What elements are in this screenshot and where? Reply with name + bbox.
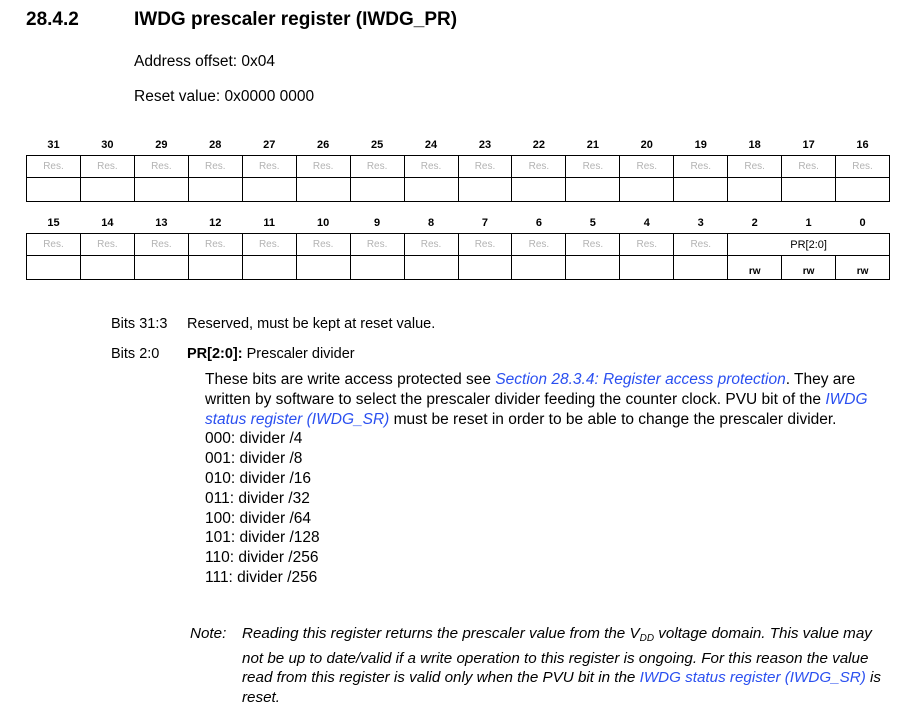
link-register-access-protection[interactable]: Section 28.3.4: Register access protection [495, 371, 786, 388]
access-cell [404, 178, 458, 202]
bit-number: 25 [370, 139, 384, 151]
divider-option: 000: divider /4 [205, 430, 303, 448]
access-cell [188, 256, 242, 280]
pr-description-text [205, 370, 895, 429]
divider-option: 100: divider /64 [205, 509, 311, 527]
bit-number: 13 [155, 217, 168, 229]
access-cell-rw: rw [782, 256, 836, 280]
desc-text-3: must be reset in order to be able to change the prescaler divider. [389, 410, 837, 428]
bit-number: 11 [263, 217, 276, 229]
section-title: IWDG prescaler register (IWDG_PR) [134, 9, 458, 30]
access-cell [620, 178, 674, 202]
bit-number: 7 [481, 217, 489, 229]
reserved-cell: Res. [80, 156, 134, 178]
access-cell [674, 256, 728, 280]
field-name: PR[2:0]: [187, 346, 243, 362]
reserved-cell: Res. [296, 156, 350, 178]
bits-label: Bits 2:0 [111, 346, 160, 362]
access-cell [674, 178, 728, 202]
access-cell [242, 178, 296, 202]
access-cell-rw: rw [728, 256, 782, 280]
reserved-cell: Res. [620, 234, 674, 256]
reserved-cell: Res. [512, 234, 566, 256]
bit-number: 24 [424, 139, 438, 151]
section-heading [26, 9, 457, 31]
divider-option: 011: divider /32 [205, 489, 310, 507]
bit-number: 29 [155, 139, 168, 151]
access-cell [134, 178, 188, 202]
access-cell [242, 256, 296, 280]
reserved-cell: Res. [458, 234, 512, 256]
reserved-cell: Res. [836, 156, 890, 178]
access-cell [458, 256, 512, 280]
bits-text: Reserved, must be kept at reset value. [187, 316, 436, 332]
bit-number-row [27, 135, 890, 156]
bit-number: 30 [101, 139, 114, 151]
bit-number: 14 [101, 217, 114, 229]
reserved-cell: Res. [620, 156, 674, 178]
field-row [27, 234, 890, 256]
bit-number: 15 [47, 217, 60, 229]
access-cell [458, 178, 512, 202]
bit-number: 20 [640, 139, 653, 151]
access-cell [728, 178, 782, 202]
bits-reserved [111, 316, 435, 332]
bit-number: 6 [535, 217, 542, 229]
note-text-3: is reset. [242, 669, 881, 706]
access-cell [296, 178, 350, 202]
reserved-cell: Res. [80, 234, 134, 256]
bit-number-row [27, 213, 890, 234]
access-cell [512, 256, 566, 280]
access-cell [350, 178, 404, 202]
register-map-upper [26, 135, 890, 202]
pr-description [205, 370, 895, 588]
bits-label: Bits 31:3 [111, 316, 168, 332]
desc-text-2: . They are written by software to select the prescaler divider feeding the counter clock. PVU bit of the [205, 371, 856, 408]
reserved-row [27, 156, 890, 178]
note-text-2: voltage domain. This value may not be up to date/valid if a write operation to this register is ongoing. For this reason the value read from this register is valid only when the PVU bit in the [242, 625, 872, 687]
reserved-cell: Res. [512, 156, 566, 178]
reserved-cell: Res. [566, 234, 620, 256]
reserved-cell: Res. [188, 156, 242, 178]
reserved-cell: Res. [27, 156, 81, 178]
link-iwdg-status-register[interactable]: IWDG status register (IWDG_SR) [205, 390, 868, 428]
reserved-cell: Res. [242, 156, 296, 178]
access-cell [350, 256, 404, 280]
bit-number: 28 [209, 139, 222, 151]
access-cell [404, 256, 458, 280]
reserved-cell: Res. [242, 234, 296, 256]
bit-number: 4 [643, 217, 650, 229]
reserved-cell: Res. [27, 234, 81, 256]
access-cell [27, 256, 81, 280]
bit-number: 3 [697, 217, 704, 229]
reserved-cell: Res. [350, 234, 404, 256]
bit-number: 2 [751, 217, 758, 229]
bit-number: 23 [478, 139, 492, 151]
bit-number: 8 [427, 217, 435, 229]
bit-number: 27 [263, 139, 276, 151]
section-number: 28.4.2 [26, 9, 79, 30]
pr-field-cell: PR[2:0] [728, 234, 890, 256]
reserved-cell: Res. [458, 156, 512, 178]
bit-number: 16 [856, 139, 869, 151]
access-cell [296, 256, 350, 280]
link-iwdg-status-register-note[interactable]: IWDG status register (IWDG_SR) [639, 669, 866, 687]
reserved-cell: Res. [674, 234, 728, 256]
reserved-cell: Res. [674, 156, 728, 178]
reserved-cell: Res. [188, 234, 242, 256]
bit-number: 19 [694, 139, 707, 151]
access-cell [27, 178, 81, 202]
access-cell [782, 178, 836, 202]
note-label: Note: [190, 625, 227, 642]
divider-option: 111: divider /256 [205, 568, 318, 586]
access-cell [188, 178, 242, 202]
bit-number: 17 [802, 139, 815, 151]
access-row [27, 256, 890, 280]
bit-number: 26 [317, 139, 330, 151]
bit-number: 0 [859, 217, 866, 229]
note [190, 624, 895, 707]
divider-option: 001: divider /8 [205, 450, 303, 468]
register-map-lower [26, 213, 890, 280]
field-title: Prescaler divider [246, 346, 355, 362]
bit-number: 5 [589, 217, 596, 229]
access-cell [620, 256, 674, 280]
divider-option: 110: divider /256 [205, 549, 319, 567]
divider-options-list [205, 429, 895, 587]
reserved-cell: Res. [728, 156, 782, 178]
bit-number: 9 [374, 217, 381, 229]
access-row [27, 178, 890, 202]
divider-option: 101: divider /128 [205, 529, 320, 547]
access-cell [566, 256, 620, 280]
access-cell [512, 178, 566, 202]
divider-option: 010: divider /16 [205, 469, 311, 487]
note-text [242, 624, 895, 707]
bit-number: 22 [532, 139, 546, 151]
reserved-cell: Res. [134, 234, 188, 256]
access-cell [80, 256, 134, 280]
bit-number: 31 [47, 139, 60, 151]
bit-number: 1 [805, 217, 812, 229]
reserved-cell: Res. [296, 234, 350, 256]
note-text-1: Reading this register returns the prescaler value from the V [242, 625, 640, 642]
reserved-cell: Res. [350, 156, 404, 178]
bits-pr [111, 346, 355, 362]
note-subscript: DD [639, 633, 655, 644]
reserved-cell: Res. [134, 156, 188, 178]
reserved-cell: Res. [782, 156, 836, 178]
access-cell [566, 178, 620, 202]
access-cell-rw: rw [836, 256, 890, 280]
bit-number: 21 [586, 139, 599, 151]
access-cell [80, 178, 134, 202]
reserved-cell: Res. [404, 234, 458, 256]
bit-number: 12 [209, 217, 222, 229]
bit-number: 10 [317, 217, 330, 229]
reserved-cell: Res. [566, 156, 620, 178]
access-cell [134, 256, 188, 280]
bit-number: 18 [748, 139, 761, 151]
desc-text-1: These bits are write access protected see [205, 371, 496, 388]
address-offset: Address offset: 0x04 [134, 53, 276, 70]
access-cell [836, 178, 890, 202]
reserved-cell: Res. [404, 156, 458, 178]
reset-value: Reset value: 0x0000 0000 [134, 88, 315, 105]
